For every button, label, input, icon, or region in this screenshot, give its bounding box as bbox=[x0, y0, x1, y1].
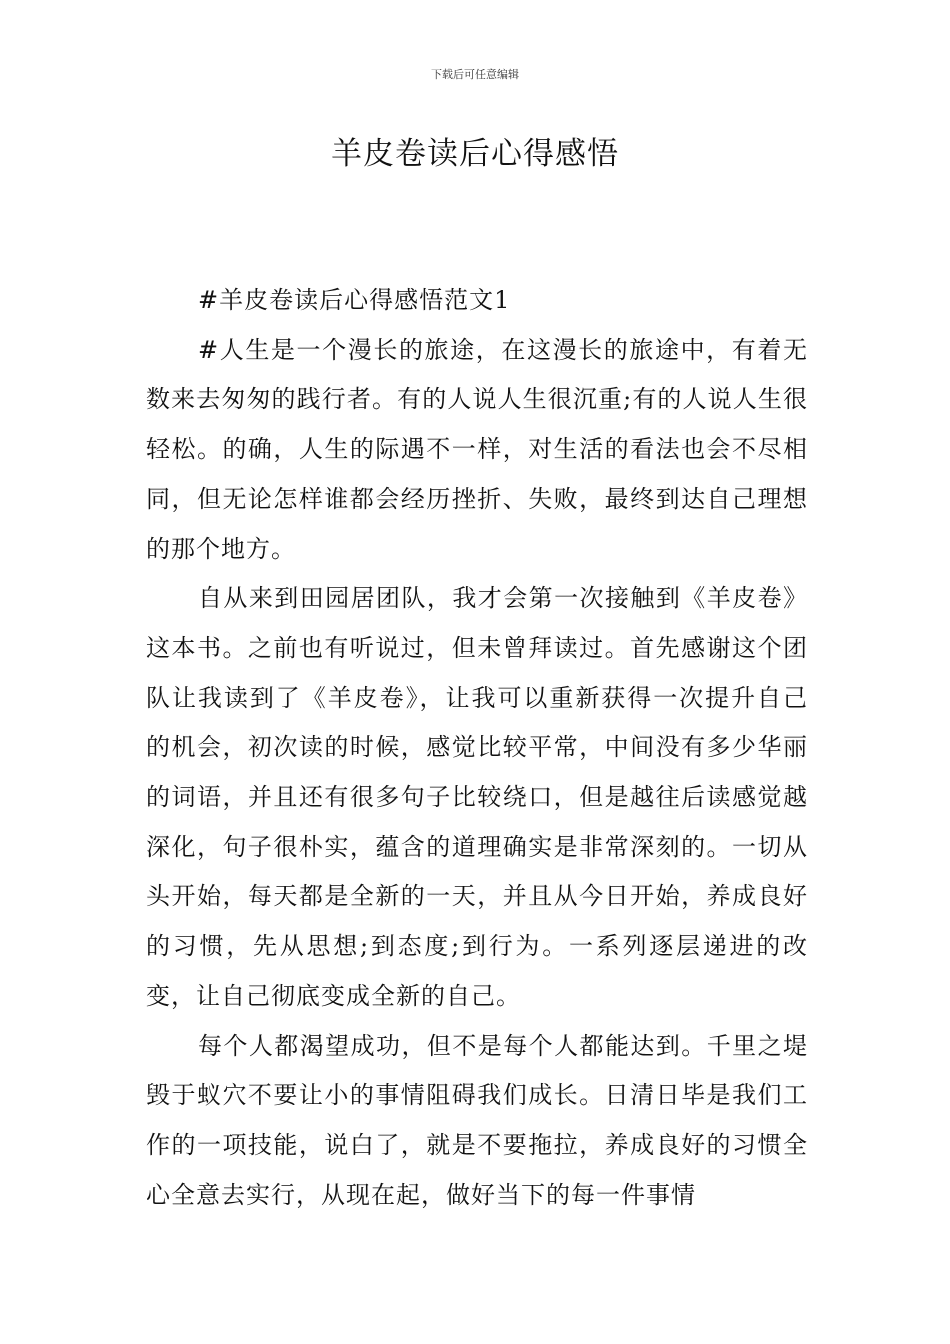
header-note: 下载后可任意编辑 bbox=[431, 68, 519, 81]
document-body bbox=[146, 276, 808, 1220]
paragraph-heading: #羊皮卷读后心得感悟范文1 bbox=[198, 286, 511, 314]
document-title: 羊皮卷读后心得感悟 bbox=[331, 136, 619, 172]
paragraph: 自从来到田园居团队，我才会第一次接触到《羊皮卷》这本书。之前也有听说过，但未曾拜读过。首先感谢这个团队让我读到了《羊皮卷》，让我可以重新获得一次提升自己的机会，初次读的时候，感觉比较平常，中间没有多少华丽的词语，并且还有很多句子比较绕口，但是越往后读感觉越深化，句子很朴实，蕴含的道理确实是非常深刻的。一切从头开始，每天都是全新的一天，并且从今日开始，养成良好的习惯，先从思想;到态度;到行为。一系列逐层递进的改变，让自己彻底变成全新的自己。 bbox=[146, 584, 808, 1010]
paragraph: #人生是一个漫长的旅途，在这漫长的旅途中，有着无数来去匆匆的践行者。有的人说人生很沉重;有的人说人生很轻松。的确，人生的际遇不一样，对生活的看法也会不尽相同，但无论怎样谁都会经历挫折、失败，最终到达自己理想的那个地方。 bbox=[146, 335, 808, 563]
paragraph: 每个人都渴望成功，但不是每个人都能达到。千里之堤毁于蚁穴不要让小的事情阻碍我们成长。日清日毕是我们工作的一项技能，说白了，就是不要拖拉，养成良好的习惯全心全意去实行，从现在起，做好当下的每一件事情 bbox=[146, 1031, 808, 1209]
